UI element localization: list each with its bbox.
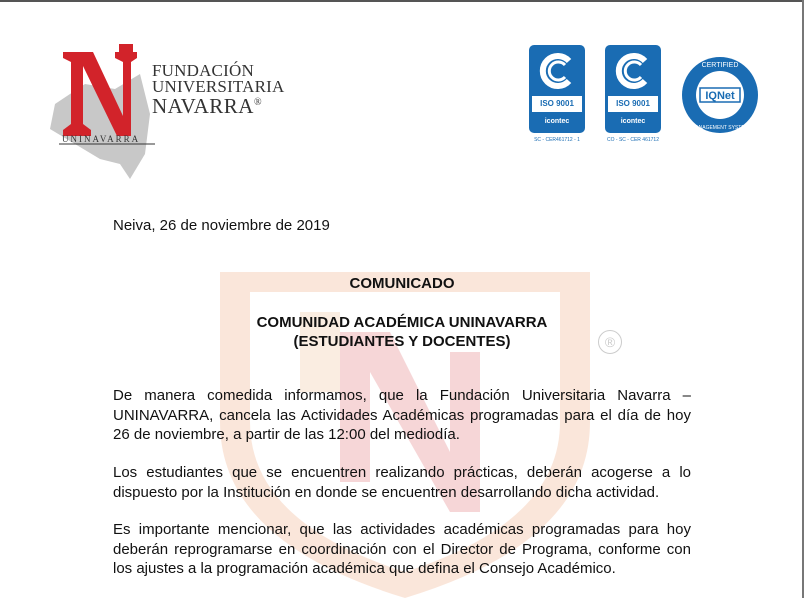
iqnet-text: IQNet [705,90,735,102]
org-line-3: NAVARRA® [152,94,263,118]
iqnet-ring-top: CERTIFIED [701,62,739,69]
icontec-brand: icontec [544,118,570,125]
iso-label: ISO 9001 [532,96,582,112]
icontec-c-icon [613,51,653,91]
iso-cert-badge-2 [605,45,661,143]
top-border [0,0,804,2]
icontec-brand: icontec [620,118,646,125]
org-line-1: FUNDACIÓN [152,61,254,80]
paragraph-2: Los estudiantes que se encuentren realizando prácticas, deberán acogerse a lo dispuesto por la Institución en donde se encuentren desarrollando dicha actividad. [113,464,691,501]
letter-title: COMUNICADO [349,275,455,292]
iso-label: ISO 9001 [608,96,658,112]
organization-name [152,61,285,118]
registered-mark: ® [598,330,622,354]
icontec-c-icon [537,51,577,91]
cert-code: SC - CER461712 - 1 [534,137,580,143]
paragraph-3: Es importante mencionar, que las actividades académicas programadas para hoy deberán reprogramarse en coordinación con el Director de Programa, conforme con los ajustes a la programación académica que defina el Consejo Académico. [113,521,691,577]
letter-subtitle-2: (ESTUDIANTES Y DOCENTES) [293,333,511,350]
letter-date: Neiva, 26 de noviembre de 2019 [113,217,330,234]
org-line-2: UNIVERSITARIA [152,77,285,96]
paragraph-1: De manera comedida informamos, que la Fundación Universitaria Navarra – UNINAVARRA, cancela las Actividades Académicas programadas para el día de hoy 26 de noviembre, a partir de las 12:00 del mediodía. [113,387,691,443]
iqnet-ring-bottom: MANAGEMENT SYSTEM [691,125,749,131]
iso-cert-badge-1 [529,45,585,143]
iqnet-certified-badge [680,55,760,135]
logo-subtitle: UNINAVARRA [62,134,141,144]
cert-code: CO - SC - CER 461712 [607,137,659,143]
letter-subtitle-1: COMUNIDAD ACADÉMICA UNINAVARRA [256,314,548,331]
